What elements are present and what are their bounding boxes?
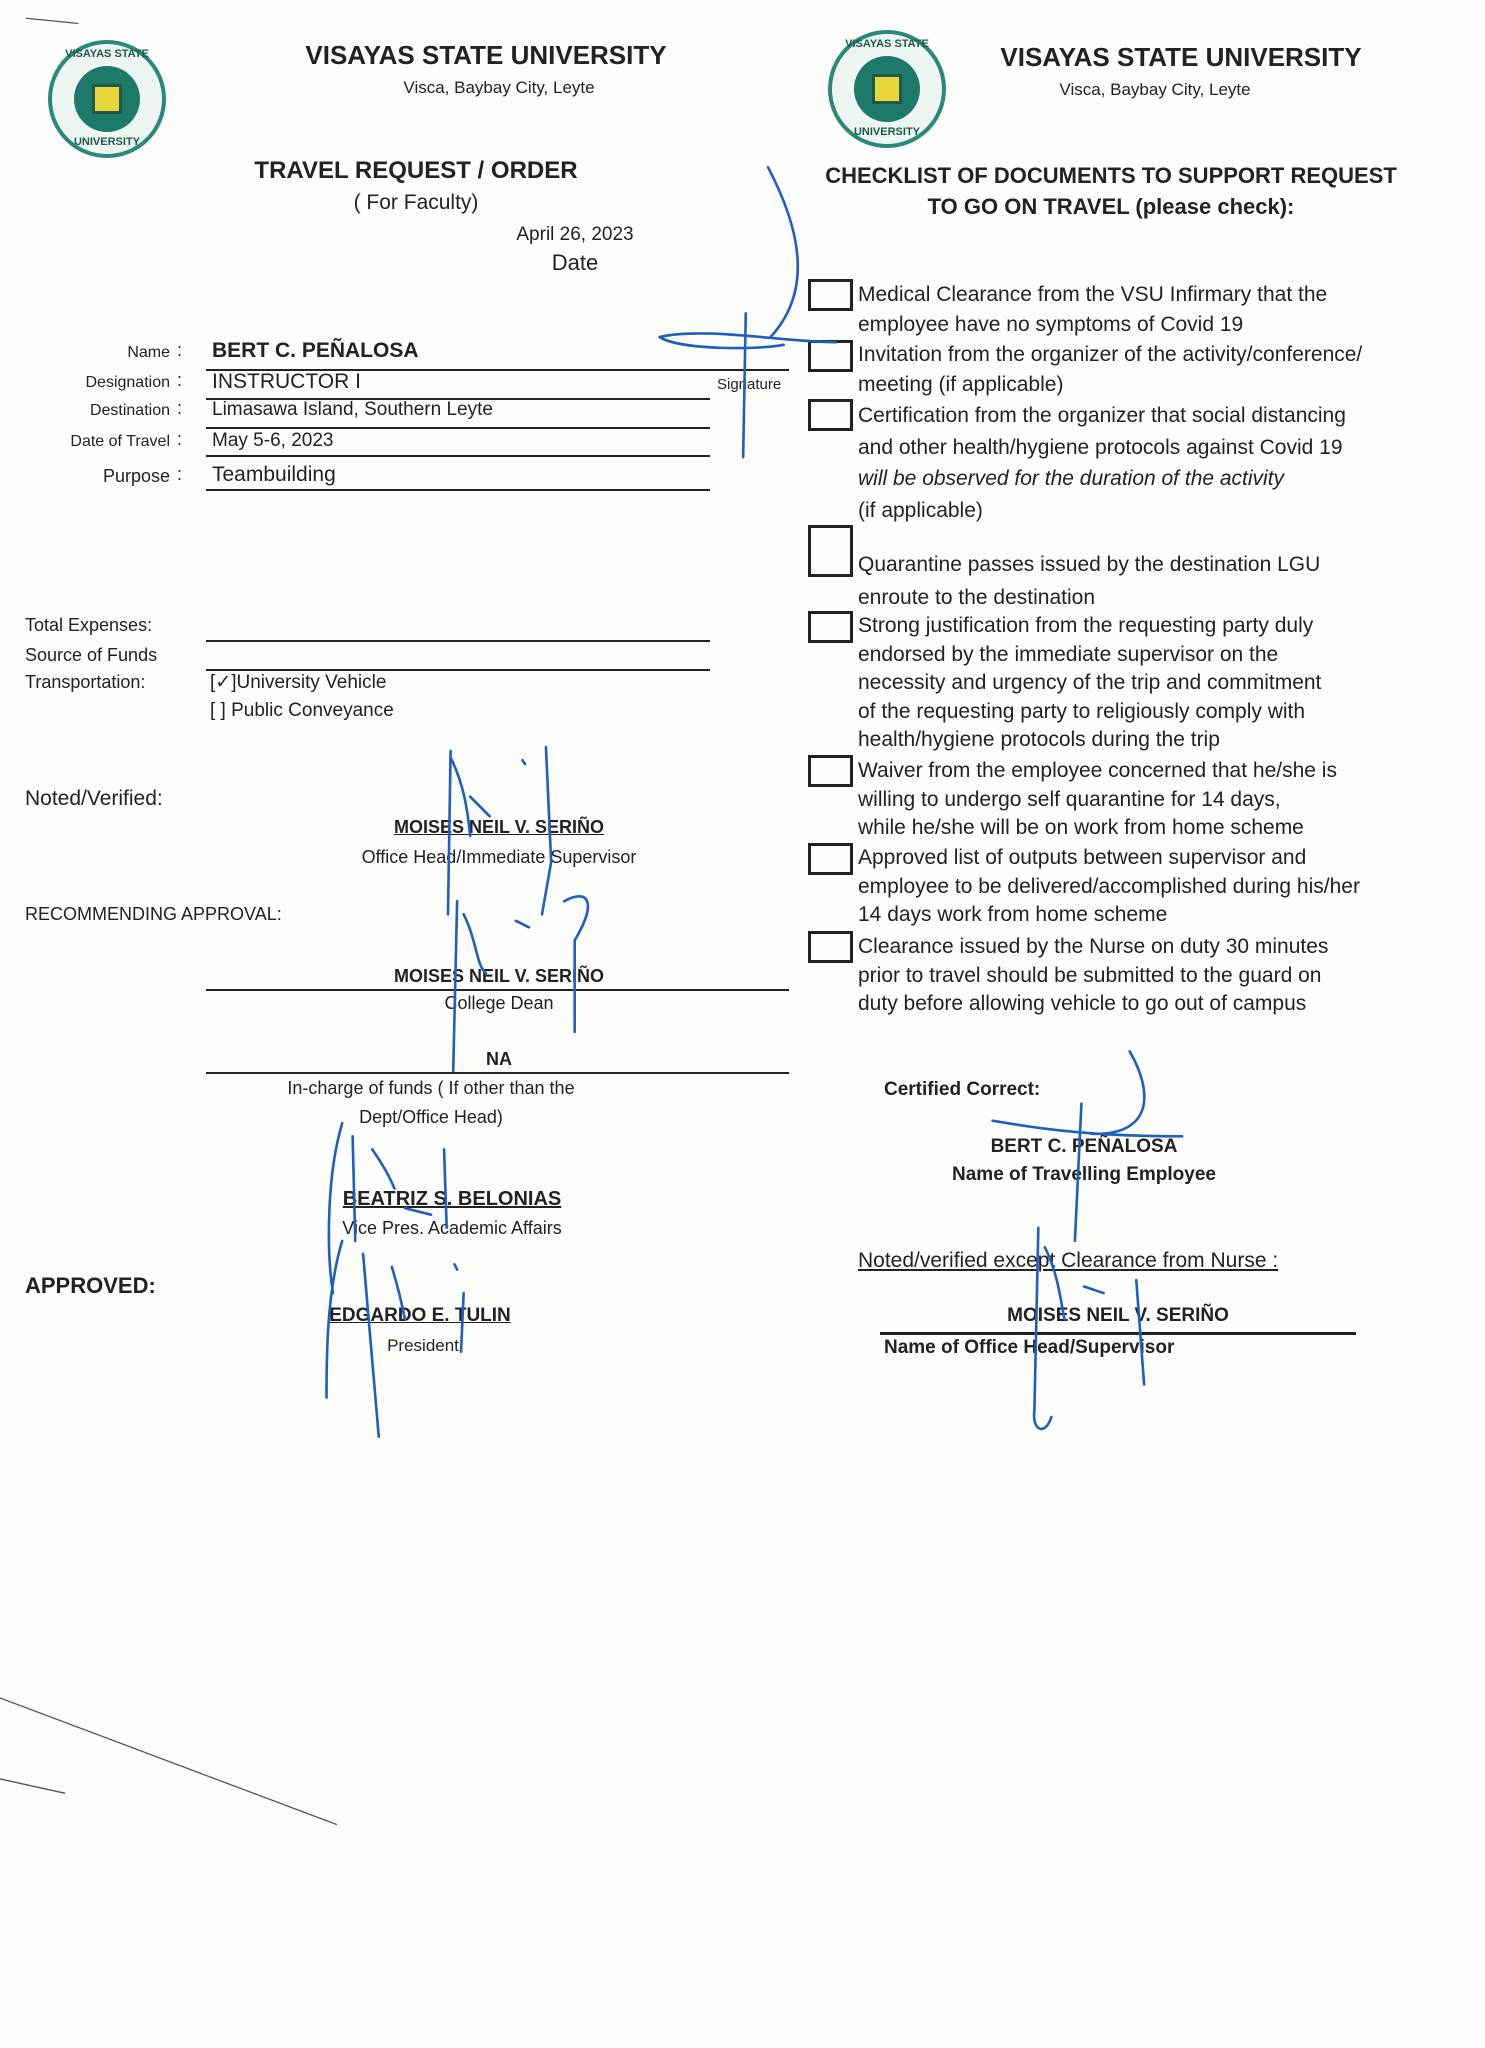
checklist-line: (if applicable) (858, 498, 983, 522)
checklist-checkbox[interactable] (808, 843, 853, 875)
checklist-item-certification (858, 400, 1346, 526)
checklist-line: meeting (if applicable) (858, 372, 1064, 396)
president-title: President (387, 1336, 459, 1355)
president-name: EDGARDO E. TULIN (329, 1305, 511, 1326)
checklist-checkbox[interactable] (808, 611, 853, 643)
checklist-line: necessity and urgency of the trip and commitment (858, 671, 1322, 694)
seal-text-bottom: UNIVERSITY (853, 126, 920, 138)
dean-title: College Dean (444, 993, 554, 1013)
name-value: BERT C. PEÑALOSA (212, 339, 419, 362)
checklist-item-medical-clearance (858, 280, 1327, 339)
seal-emblem (92, 84, 122, 114)
option-label: University Vehicle (236, 672, 387, 693)
noted-verified-label: Noted/Verified: (25, 787, 163, 810)
checklist-line: of the requesting party to religiously comply with (858, 699, 1306, 723)
source-of-funds-label: Source of Funds (25, 645, 158, 665)
checklist-line: duty before allowing vehicle to go out of campus (858, 992, 1307, 1015)
checklist-line: Invitation from the organizer of the activity/conference/ (858, 343, 1363, 366)
colon: : (177, 370, 183, 390)
checklist-title-2: TO GO ON TRAVEL (please check): (927, 194, 1295, 219)
checklist-item-invitation (858, 340, 1362, 399)
checklist-checkbox[interactable] (808, 931, 853, 963)
destination-line (206, 427, 710, 429)
funds-incharge-title-2: Dept/Office Head) (359, 1107, 503, 1127)
seal-emblem (872, 74, 902, 104)
name-label: Name (127, 344, 170, 361)
university-address-right: Visca, Baybay City, Leyte (1059, 80, 1251, 99)
approved-label: APPROVED: (25, 1273, 156, 1298)
university-name-right: VISAYAS STATE UNIVERSITY (1000, 42, 1362, 72)
checklist-line: Approved list of outputs between supervisor and (858, 846, 1307, 869)
scan-artifact-line (0, 1698, 337, 1825)
total-expenses-label: Total Expenses: (25, 615, 153, 635)
checklist-checkbox[interactable] (808, 755, 853, 787)
checklist-line: employee to be delivered/accomplished during his/her (858, 874, 1360, 898)
seal-text-bottom: UNIVERSITY (73, 136, 140, 148)
university-name-left: VISAYAS STATE UNIVERSITY (305, 40, 667, 70)
checklist-item-approved-outputs (858, 844, 1360, 930)
office-head-line (880, 1332, 1356, 1335)
purpose-line (206, 489, 710, 491)
checklist-checkbox[interactable] (808, 279, 853, 311)
certified-correct-label: Certified Correct: (884, 1079, 1041, 1100)
office-head-title: Name of Office Head/Supervisor (884, 1337, 1175, 1358)
checklist-line: endorsed by the immediate supervisor on the (858, 642, 1279, 666)
checklist-title-1: CHECKLIST OF DOCUMENTS TO SUPPORT REQUEST (825, 163, 1397, 188)
colon: : (177, 398, 183, 418)
dean-name: MOISES NEIL V. SERIÑO (393, 966, 605, 986)
designation-label: Designation (85, 374, 170, 391)
checklist-line: prior to travel should be submitted to the guard on (858, 963, 1322, 987)
checklist-line: Medical Clearance from the VSU Infirmary that the (858, 283, 1328, 306)
checklist-checkbox[interactable] (808, 340, 853, 372)
checklist-line: enroute to the destination (858, 586, 1096, 609)
employee-title: Name of Travelling Employee (952, 1164, 1216, 1185)
option-label: Public Conveyance (231, 700, 394, 721)
university-seal-left (48, 40, 166, 158)
destination-value: Limasawa Island, Southern Leyte (212, 399, 493, 420)
transport-option-public-conveyance[interactable] (210, 700, 394, 722)
checkbox-empty[interactable]: [ ] (210, 700, 232, 721)
vp-title: Vice Pres. Academic Affairs (342, 1218, 562, 1238)
checklist-line: Clearance issued by the Nurse on duty 30 minutes (858, 935, 1329, 958)
colon: : (177, 464, 183, 484)
form-title: TRAVEL REQUEST / ORDER (254, 157, 578, 184)
scan-artifact-line (26, 18, 78, 23)
total-expenses-line (206, 640, 710, 642)
dean-line (206, 989, 789, 991)
supervisor-title: Office Head/Immediate Supervisor (361, 847, 637, 867)
destination-label: Destination (89, 402, 170, 419)
seal-text-top: VISAYAS STATE (845, 38, 929, 50)
recommending-approval-label: RECOMMENDING APPROVAL: (25, 904, 282, 924)
purpose-label: Purpose (102, 466, 170, 486)
vp-name: BEATRIZ S. BELONIAS (342, 1188, 562, 1210)
checklist-line: Certification from the organizer that social distancing (858, 404, 1346, 427)
seal-text-top: VISAYAS STATE (65, 48, 149, 60)
checklist-line: Waiver from the employee concerned that he/she is (858, 759, 1337, 782)
checklist-item-waiver (858, 757, 1337, 843)
funds-incharge-name: NA (486, 1049, 512, 1069)
funds-line (206, 1072, 789, 1074)
checklist-item-justification (858, 612, 1321, 755)
noted-except-label: Noted/verified except Clearance from Nurse : (858, 1249, 1279, 1272)
checklist-line: and other health/hygiene protocols against Covid 19 (858, 435, 1343, 459)
transportation-label: Transportation: (25, 672, 146, 692)
checklist-item-quarantine-passes (858, 548, 1320, 614)
university-address-left: Visca, Baybay City, Leyte (403, 78, 595, 97)
date-of-travel-line (206, 455, 710, 457)
checklist-item-nurse-clearance (858, 933, 1328, 1019)
request-date: April 26, 2023 (516, 224, 634, 245)
checklist-line: health/hygiene protocols during the trip (858, 728, 1220, 751)
checkbox-checked[interactable]: [✓] (210, 672, 237, 693)
designation-value: INSTRUCTOR I (212, 370, 361, 393)
university-seal-right (828, 30, 946, 148)
colon: : (177, 429, 183, 449)
signature-label: Signature (717, 376, 782, 393)
date-of-travel-label: Date of Travel (70, 433, 170, 450)
supervisor-name: MOISES NEIL V. SERIÑO (393, 817, 605, 837)
checklist-line: willing to undergo self quarantine for 14 days, (858, 787, 1281, 811)
employee-name: BERT C. PEÑALOSA (990, 1136, 1178, 1157)
date-of-travel-value: May 5-6, 2023 (212, 430, 334, 451)
checklist-line: Quarantine passes issued by the destination LGU (858, 553, 1321, 576)
checklist-line: Strong justification from the requesting party duly (858, 614, 1314, 637)
funds-incharge-title-1: In-charge of funds ( If other than the (287, 1078, 575, 1098)
checklist-line: employee have no symptoms of Covid 19 (858, 312, 1244, 336)
checklist-checkbox[interactable] (808, 399, 853, 431)
date-label: Date (551, 250, 599, 275)
transport-option-university-vehicle[interactable] (210, 671, 386, 694)
checklist-line: 14 days work from home scheme (858, 903, 1168, 926)
checklist-line: while he/she will be on work from home scheme (858, 816, 1304, 839)
purpose-value: Teambuilding (212, 463, 336, 486)
form-subtitle: ( For Faculty) (353, 191, 479, 214)
checklist-checkbox[interactable] (808, 525, 853, 577)
checklist-line: will be observed for the duration of the activity (858, 467, 1285, 490)
scan-artifact-line (0, 1779, 65, 1793)
office-head-name: MOISES NEIL V. SERIÑO (1007, 1305, 1229, 1326)
colon: : (177, 340, 183, 360)
